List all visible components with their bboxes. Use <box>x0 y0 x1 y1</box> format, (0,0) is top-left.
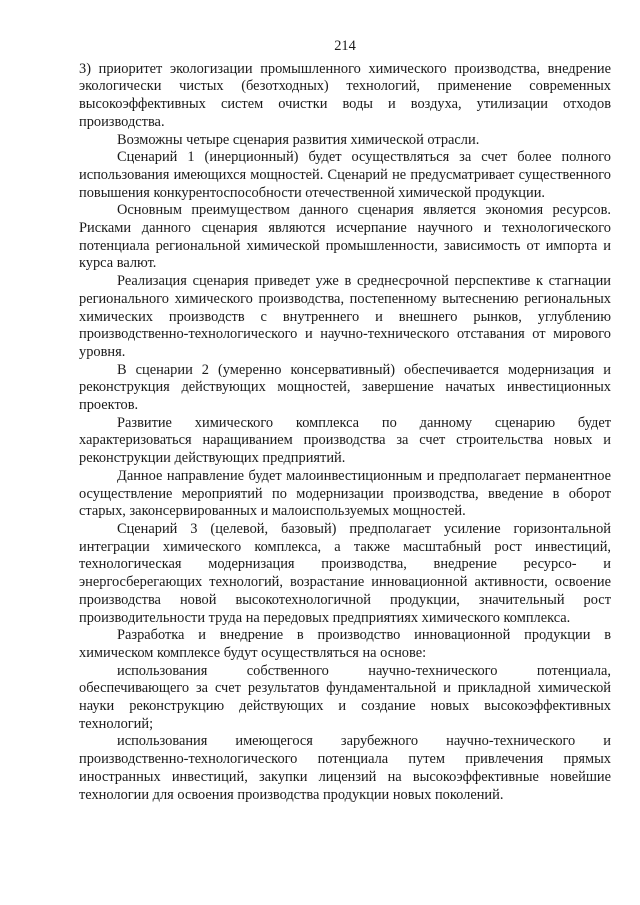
paragraph-scenario-2-direction: Данное направление будет малоинвестиционным и предполагает перманентное осуществление мероприятий по модернизации производства, введение в оборот старых, законсервированных и малоиспользуемых мощностей. <box>79 467 611 520</box>
page-number: 214 <box>334 38 356 54</box>
paragraph-scenarios-intro: Возможны четыре сценария развития химической отрасли. <box>117 131 480 148</box>
paragraph-own-potential: использования собственного научно-технического потенциала, обеспечивающего за счет результатов фундаментальной и прикладной химической науки реконструкцию действующих и создание новых высокоэффективных технологий; <box>79 662 611 732</box>
paragraph-scenario-1-advantages: Основным преимуществом данного сценария является экономия ресурсов. Рисками данного сценария являются исчерпание научного и технологического потенциала региональной химической промышленности, зависимость от импорта и курса валют. <box>79 202 611 272</box>
paragraph-innovation-basis: Разработка и внедрение в производство инновационной продукции в химическом комплексе будут осуществляться на основе: <box>79 627 611 661</box>
paragraph-scenario-2-development: Развитие химического комплекса по данному сценарию будет характеризоваться наращиванием производства за счет строительства новых и реконструкции действующих предприятий. <box>79 414 611 467</box>
paragraph-foreign-potential: использования имеющегося зарубежного научно-технического и производственно-технологического потенциала путем привлечения прямых иностранных инвестиций, закупки лицензий на высокоэффективные новейшие технологии для освоения производства продукции новых поколений. <box>79 733 611 803</box>
paragraph-scenario-1: Сценарий 1 (инерционный) будет осуществляться за счет более полного использования имеющихся мощностей. Сценарий не предусматривает существенного повышения конкурентоспособности отечественной химической продукции. <box>79 149 611 201</box>
paragraph-scenario-1-consequences: Реализация сценария приведет уже в среднесрочной перспективе к стагнации регионального химического производства, постепенному вытеснению региональных химических производств с внутреннего и внешнего рынков, углублению производственно-технологического и научно-технического отставания от мирового уровня. <box>79 273 611 360</box>
document-page <box>79 38 611 804</box>
paragraph-priority-3: 3) приоритет экологизации промышленного химического производства, внедрение экологически чистых (безотходных) технологий, применение современных высокоэффективных систем очистки воды и воздуха, утилизации отходов производства. <box>79 60 611 130</box>
paragraph-scenario-2: В сценарии 2 (умеренно консервативный) обеспечивается модернизация и реконструкция действующих мощностей, завершение начатых инвестиционных проектов. <box>79 361 611 414</box>
paragraph-scenario-3: Сценарий 3 (целевой, базовый) предполагает усиление горизонтальной интеграции химического комплекса, а также масштабный рост инвестиций, технологическая модернизация производства, внедрение ресурсо- и энергосберегающих технологий, возрастание инновационной активности, освоение производства новой высокотехнологичной продукции, значительный рост производительности труда на передовых предприятиях химического комплекса. <box>79 520 611 626</box>
